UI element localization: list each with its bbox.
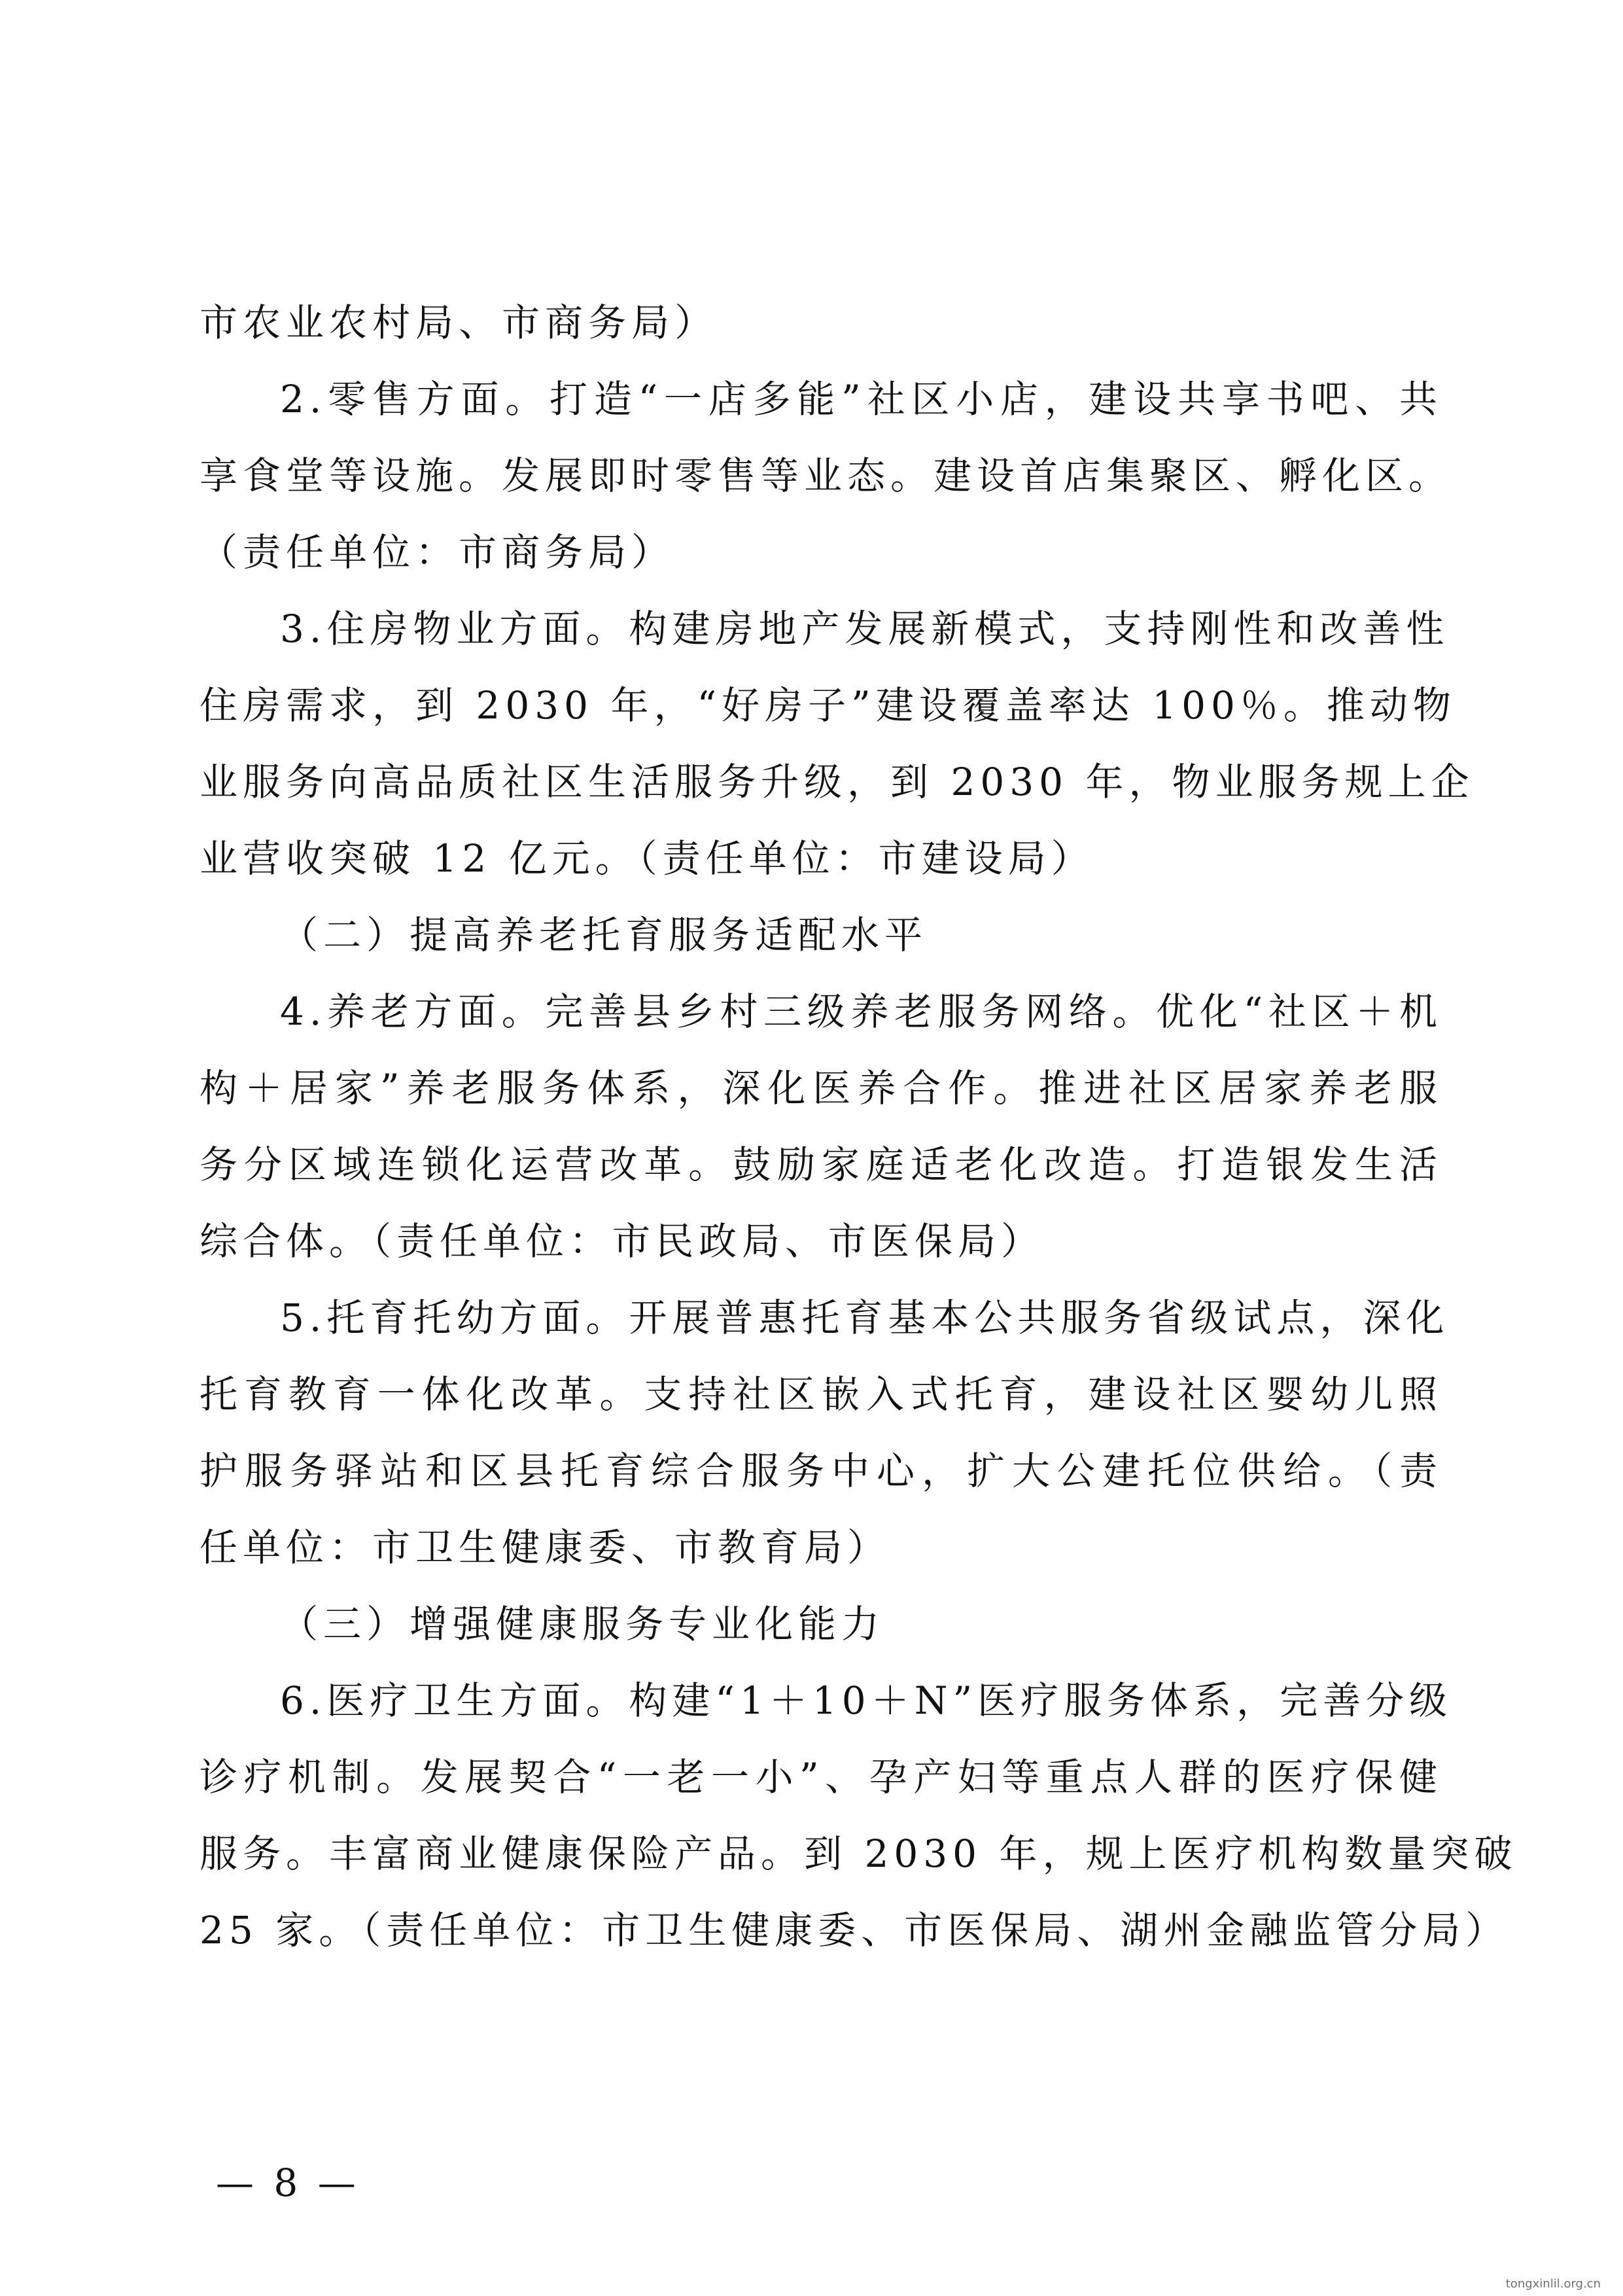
body-line-20: 诊疗机制。发展契合“一老一小”、孕产妇等重点人群的医疗保健 bbox=[200, 1755, 1442, 1799]
body-line-17: 任单位：市卫生健康委、市教育局） bbox=[200, 1525, 891, 1570]
page-number: — 8 — bbox=[216, 2161, 360, 2205]
body-line-4: （责任单位：市商务局） bbox=[200, 530, 675, 574]
body-line-7: 业服务向高品质社区生活服务升级，到 2030 年，物业服务规上企 bbox=[200, 760, 1475, 804]
watermark-text: tongxinlil.org.cn bbox=[1505, 2277, 1601, 2291]
body-line-2: 2.零售方面。打造“一店多能”社区小店，建设共享书吧、共 bbox=[280, 377, 1442, 421]
body-line-15: 托育教育一体化改革。支持社区嵌入式托育，建设社区婴幼儿照 bbox=[200, 1372, 1442, 1417]
body-line-22: 25 家。（责任单位：市卫生健康委、市医保局、湖州金融监管分局） bbox=[200, 1908, 1509, 1952]
body-line-10: 4.养老方面。完善县乡村三级养老服务网络。优化“社区＋机 bbox=[280, 989, 1442, 1034]
body-line-6: 住房需求，到 2030 年，“好房子”建设覆盖率达 100％。推动物 bbox=[200, 683, 1456, 728]
body-line-21: 服务。丰富商业健康保险产品。到 2030 年，规上医疗机构数量突破 bbox=[200, 1831, 1518, 1876]
body-line-14: 5.托育托幼方面。开展普惠托育基本公共服务省级试点，深化 bbox=[280, 1296, 1450, 1340]
section-heading-2: （二）提高养老托育服务适配水平 bbox=[280, 913, 928, 957]
body-line-11: 构＋居家”养老服务体系，深化医养合作。推进社区居家养老服 bbox=[200, 1066, 1442, 1110]
body-line-16: 护服务驿站和区县托育综合服务中心，扩大公建托位供给。（责 bbox=[200, 1449, 1442, 1493]
body-line-3: 享食堂等设施。发展即时零售等业态。建设首店集聚区、孵化区。 bbox=[200, 453, 1452, 498]
body-line-5: 3.住房物业方面。构建房地产发展新模式，支持刚性和改善性 bbox=[280, 607, 1450, 651]
body-line-8: 业营收突破 12 亿元。（责任单位：市建设局） bbox=[200, 836, 1094, 881]
section-heading-3: （三）增强健康服务专业化能力 bbox=[280, 1602, 885, 1646]
body-line-19: 6.医疗卫生方面。构建“1＋10＋N”医疗服务体系，完善分级 bbox=[280, 1678, 1453, 1723]
body-line-1: 市农业农村局、市商务局） bbox=[200, 300, 718, 345]
body-line-12: 务分区域连锁化运营改革。鼓励家庭适老化改造。打造银发生活 bbox=[200, 1142, 1442, 1187]
body-line-13: 综合体。（责任单位：市民政局、市医保局） bbox=[200, 1219, 1045, 1263]
